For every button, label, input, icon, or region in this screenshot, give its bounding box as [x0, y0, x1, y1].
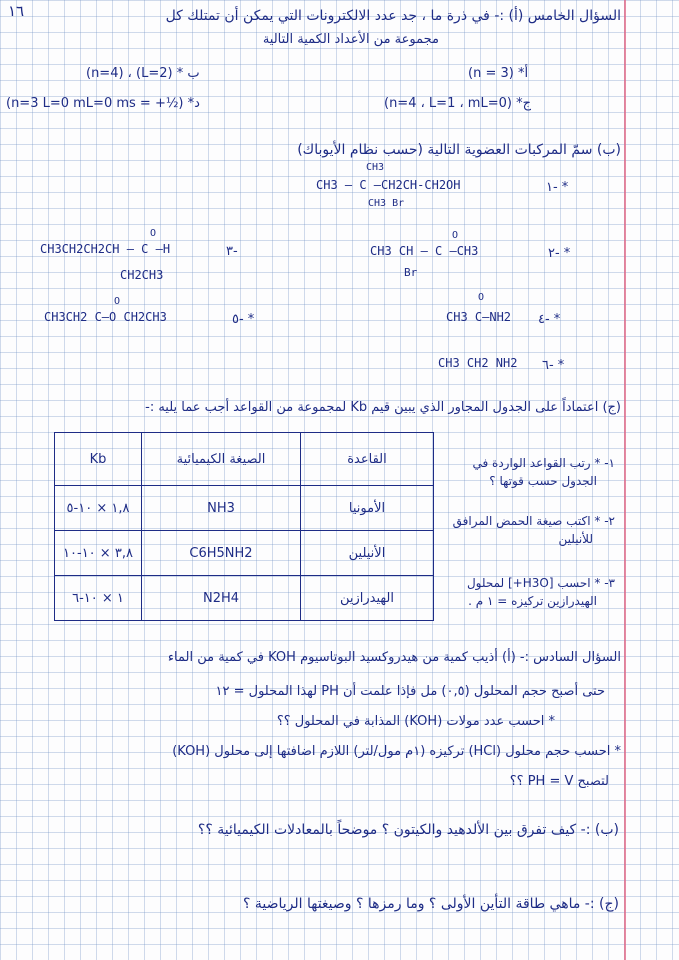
q5a-item-c: (n=4 ، L=1 ، mL=0) *ج [384, 96, 531, 111]
c2-label: ٢- * [548, 246, 571, 261]
q5a-heading: السؤال الخامس (أ) :- في ذرة ما ، جد عدد الالكترونات التي يمكن أن تمتلك كل [165, 8, 621, 24]
q6b-question: (ب) :- كيف تفرق بين الألدهيد والكيتون ؟ موضحاً بالمعادلات الكيميائية ؟؟ [197, 822, 619, 838]
q5a-item-d: (n=3 L=0 mL=0 ms = +½) *د [6, 96, 200, 111]
kb-value: ١ × ١٠-٦ [55, 576, 142, 621]
q5a-heading2: مجموعة من الأعداد الكمية التالية [262, 32, 439, 47]
q5c-question-3b: الهيدرازين تركيزه = ١ م . [468, 594, 597, 608]
table-row [55, 486, 434, 531]
c1-label: ١- * [546, 180, 569, 195]
c1-formula: CH3 – C –CH2CH-CH2OH [316, 178, 461, 192]
base-header: القاعدة [301, 433, 434, 486]
kb-table-header-row [55, 433, 434, 486]
kb-value: ٣,٨ × ١٠-١٠ [55, 531, 142, 576]
c4-oxygen: O [478, 292, 485, 303]
c5-label: ٥- * [232, 312, 255, 327]
c3-formula: CH3CH2CH2CH – C –H [40, 242, 171, 256]
q6a-line-3: * احسب عدد مولات (KOH) المذابة في المحلول ؟؟ [276, 714, 555, 729]
c5-formula: CH3CH2 C–O CH2CH3 [44, 310, 167, 324]
kb-table [54, 432, 434, 621]
c4-label: ٤- * [538, 312, 561, 327]
c1-bottom-groups: CH3 Br [368, 198, 405, 209]
formula-value: C6H5NH2 [142, 531, 301, 576]
base-name: الهيدرازين [301, 576, 434, 621]
base-name: الأمونيا [301, 486, 434, 531]
q5c-heading: (ج) اعتماداً على الجدول المجاور الذي يبين قيم Kb لمجموعة من القواعد أجب عما يليه :- [145, 400, 621, 415]
formula-header: الصيغة الكيميائية [142, 433, 301, 486]
q6c-question: (ج) :- ماهي طاقة التأين الأولى ؟ وما رمزها ؟ وصيغتها الرياضية ؟ [242, 896, 619, 912]
c1-top-group: CH3 [366, 162, 385, 173]
margin-line [624, 0, 626, 960]
q5a-item-b: (n=4) ، (L=2) * ب [86, 66, 200, 81]
q5b-heading: (ب) سمّ المركبات العضوية التالية (حسب نظام الأيوباك) [297, 142, 621, 158]
kb-header: Kb [55, 433, 142, 486]
c6-label: ٦- * [542, 358, 565, 373]
c3-label: ٣- [226, 244, 238, 259]
q5c-question-3: ٣- * احسب [H3O+] لمحلول [466, 576, 615, 590]
base-name: الأنيلين [301, 531, 434, 576]
q5c-question-2b: للأنيلين [558, 532, 593, 546]
c5-oxygen: O [114, 296, 121, 307]
q5c-question-1b: الجدول حسب قوتها ؟ [489, 474, 597, 488]
c2-bromine: Br [404, 266, 418, 279]
kb-value: ١,٨ × ١٠-٥ [55, 486, 142, 531]
formula-value: N2H4 [142, 576, 301, 621]
q6a-line-1: السؤال السادس :- (أ) أذيب كمية من هيدروكسيد البوتاسيوم KOH في كمية من الماء [167, 650, 621, 665]
q6a-line-2: حتى أصبح حجم المحلول (٠,٥) مل فإذا علمت أن PH لهذا المحلول = ١٢ [215, 684, 605, 699]
page-number: ١٦ [8, 2, 25, 20]
c4-formula: CH3 C–NH2 [446, 310, 512, 324]
c6-formula: CH3 CH2 NH2 [438, 356, 518, 370]
c3-oxygen: O [150, 228, 157, 239]
q5c-question-2: ٢- * اكتب صيغة الحمض المرافق [452, 514, 615, 528]
q5a-item-a: (n = 3) *أ [468, 66, 529, 81]
c2-formula: CH3 CH – C –CH3 [370, 244, 479, 258]
table-row [55, 531, 434, 576]
q6a-line-4: * احسب حجم محلول (HCl) تركيزه (١م مول/لتر) اللازم اضافتها إلى محلول (KOH) [172, 744, 621, 759]
c2-oxygen: O [452, 230, 459, 241]
table-row [55, 576, 434, 621]
q6a-line-5: لتصبح PH = V ؟؟ [509, 774, 609, 789]
q5c-question-1: ١- * رتب القواعد الواردة في [472, 456, 615, 470]
c3-substituent: CH2CH3 [120, 268, 164, 282]
formula-value: NH3 [142, 486, 301, 531]
